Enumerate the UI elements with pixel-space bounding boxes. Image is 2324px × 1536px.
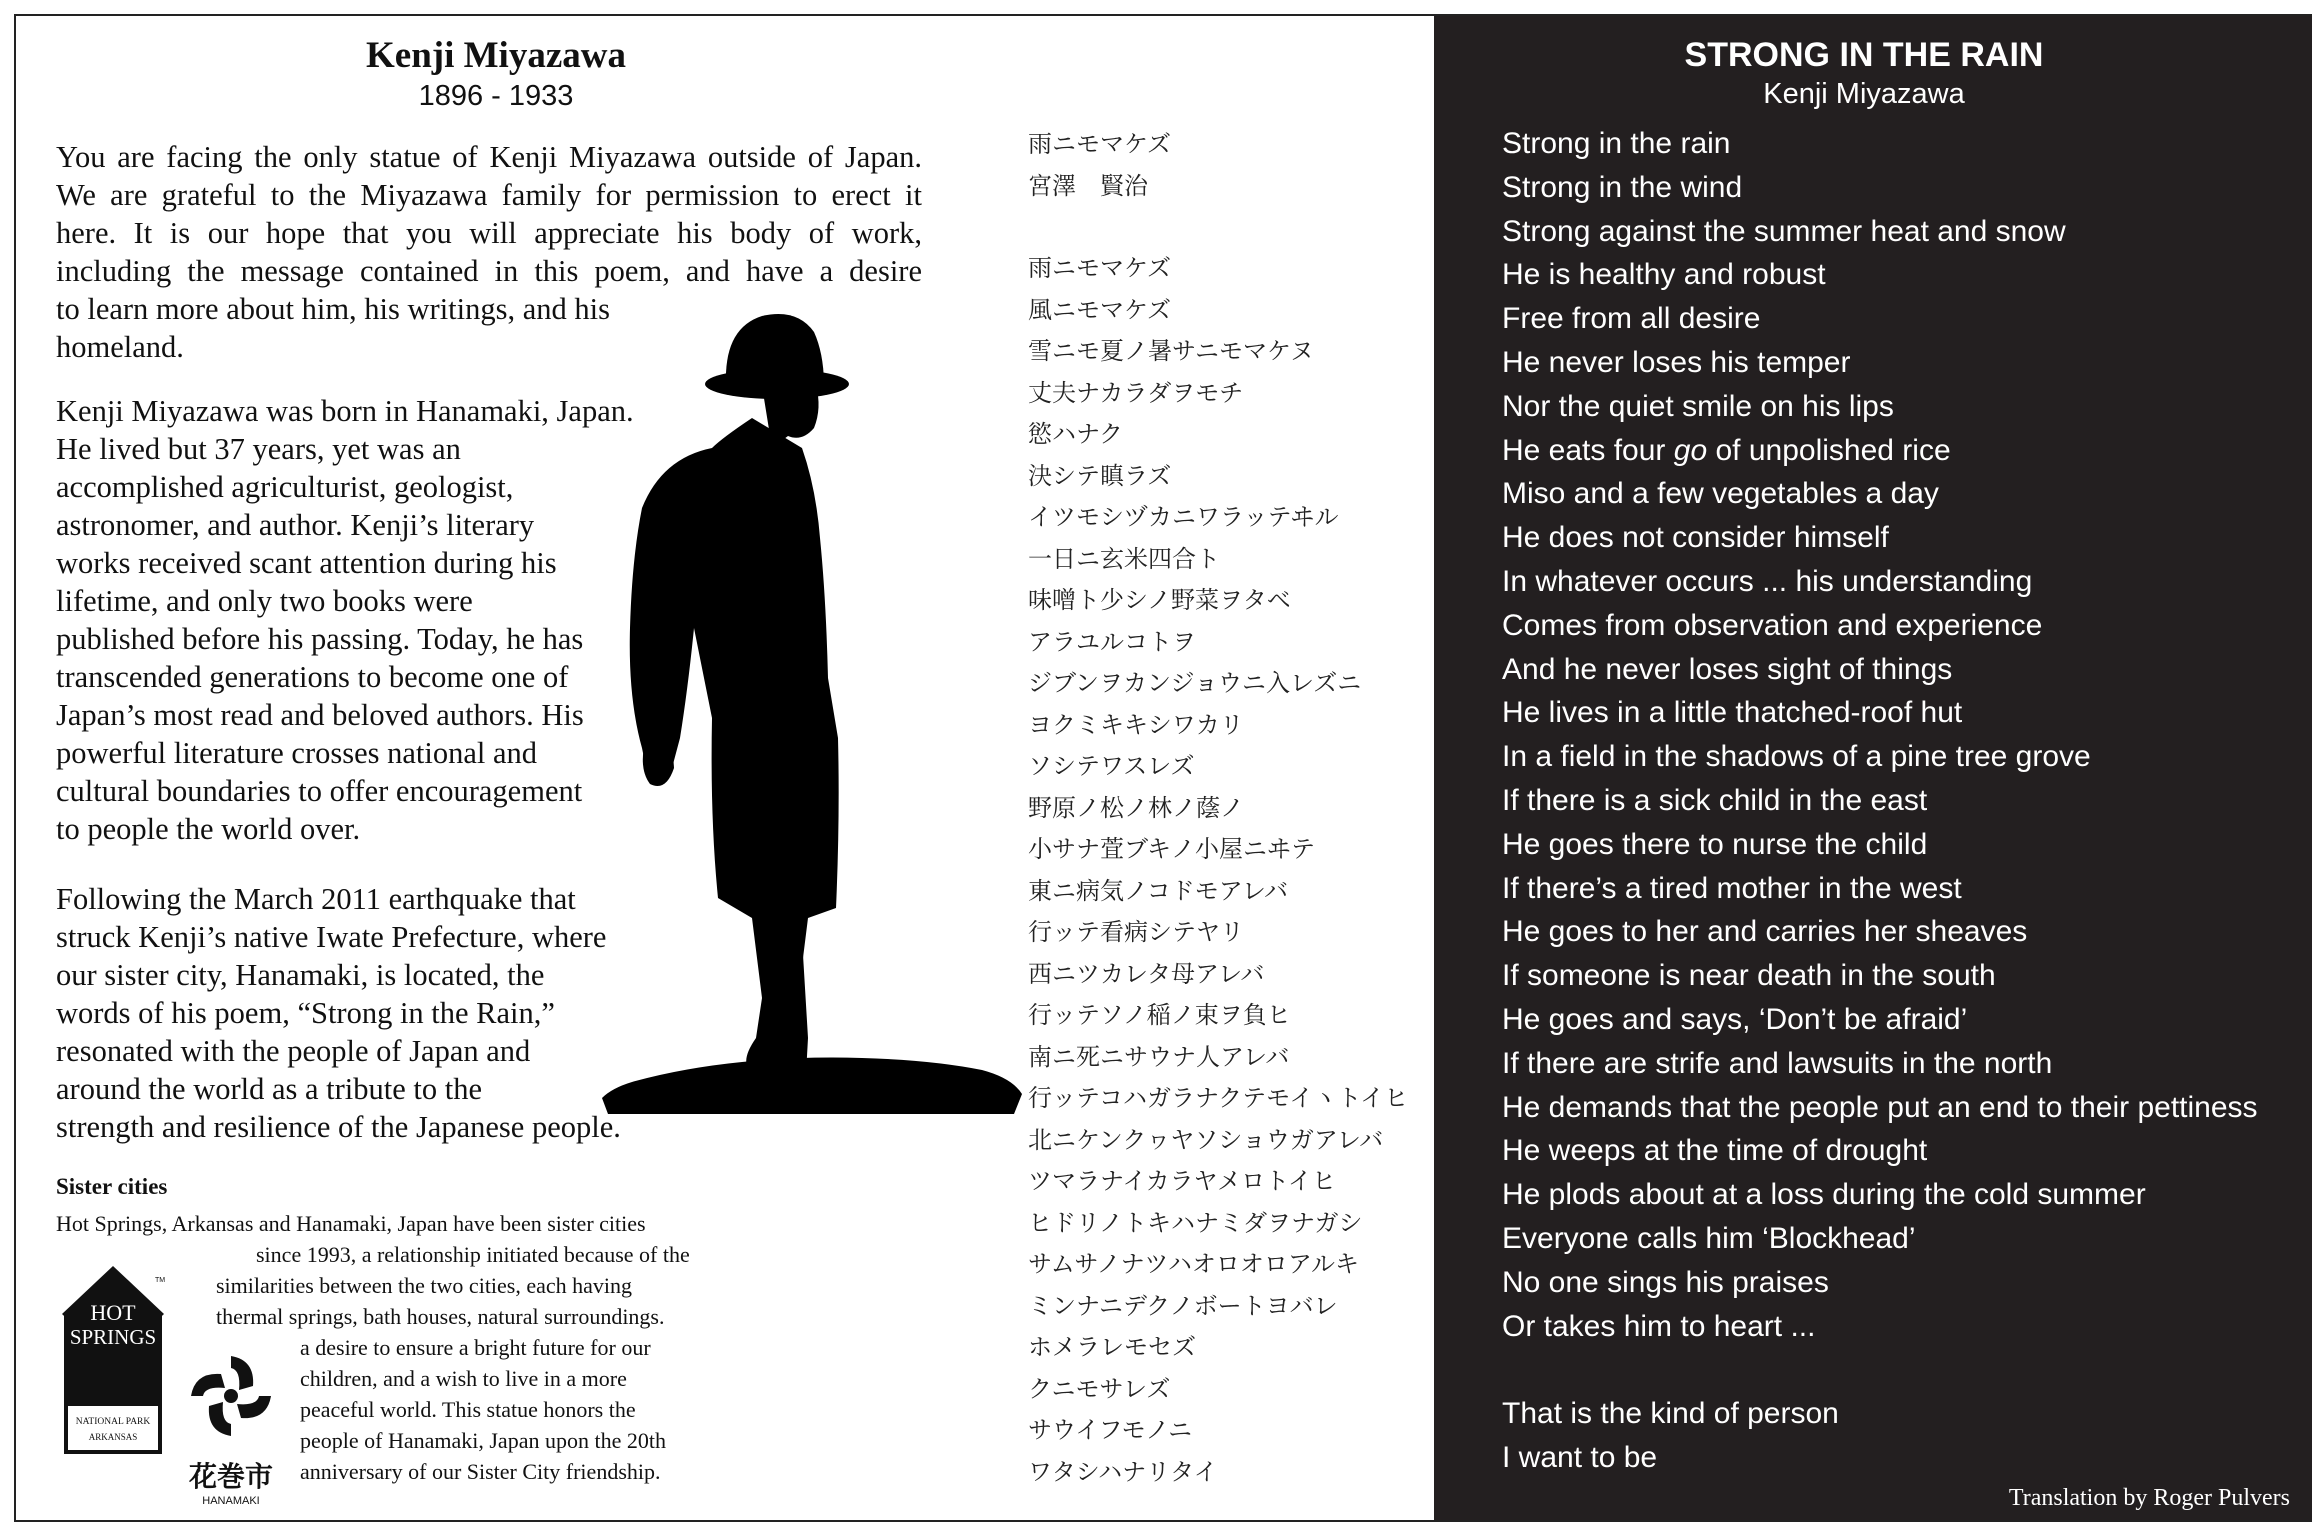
intro-line: to learn more about him, his writings, and his <box>56 292 611 326</box>
poem-line: He is healthy and robust <box>1502 258 1826 292</box>
poem-line: No one sings his praises <box>1502 1265 1829 1299</box>
jp-poem-title: 雨ニモマケズ <box>1028 130 1172 158</box>
poem-line: Free from all desire <box>1502 302 1761 336</box>
earthquake-line: strength and resilience of the Japanese people. <box>56 1110 621 1144</box>
sister-line: thermal springs, bath houses, natural surroundings. <box>216 1304 665 1329</box>
plaque-frame <box>14 14 2312 1522</box>
poem-lines <box>1502 122 2258 1480</box>
sister-line: similarities between the two cities, each having <box>216 1273 633 1298</box>
intro-line: You are facing the only statue of Kenji Miyazawa outside of Japan. <box>56 140 922 174</box>
bio-line: powerful literature crosses national and <box>56 736 538 770</box>
poem-line: He lives in a little thatched-roof hut <box>1502 696 1963 730</box>
sister-line: Hot Springs, Arkansas and Hanamaki, Japan have been sister cities <box>56 1211 646 1236</box>
lifespan: 1896 - 1933 <box>418 80 574 112</box>
poem-line: Miso and a few vegetables a day <box>1502 477 1939 511</box>
page-title: Kenji Miyazawa <box>366 35 626 76</box>
jp-poem-line: 雪ニモ夏ノ暑サニモマケヌ <box>1028 337 1314 365</box>
bio-line: astronomer, and author. Kenji’s literary <box>56 508 535 542</box>
poem-author: Kenji Miyazawa <box>1763 78 1965 110</box>
jp-poem-line: クニモサレズ <box>1028 1374 1171 1403</box>
bio-line: cultural boundaries to offer encouragement <box>56 774 583 808</box>
earthquake-line: Following the March 2011 earthquake that <box>56 882 576 916</box>
national-park-text: NATIONAL PARK <box>75 1417 151 1427</box>
intro-line: here. It is our hope that you will appreciate his body of work, <box>56 216 922 250</box>
hanamaki-logo <box>166 1350 296 1510</box>
poem-title: STRONG IN THE RAIN <box>1684 36 2044 74</box>
earthquake-line: our sister city, Hanamaki, is located, the <box>56 958 545 992</box>
poem-line: He goes there to nurse the child <box>1502 827 1928 861</box>
jp-poem-line: ホメラレモセズ <box>1028 1333 1196 1361</box>
jp-poem-line: サムサノナツハオロオロアルキ <box>1028 1250 1359 1278</box>
poem-line: If there’s a tired mother in the west <box>1502 871 1962 905</box>
bio-line: transcended generations to become one of <box>56 660 569 694</box>
earthquake-line: words of his poem, “Strong in the Rain,” <box>56 996 555 1030</box>
jp-poem-line: 丈夫ナカラダヲモチ <box>1028 378 1244 407</box>
bio-line: He lived but 37 years, yet was an <box>56 432 461 466</box>
jp-poem-line: 決シテ瞋ラズ <box>1028 461 1172 490</box>
jp-poem-line: 小サナ萓ブキノ小屋ニヰテ <box>1028 835 1316 863</box>
earthquake-paragraph <box>56 880 716 1146</box>
sister-line: children, and a wish to live in a more <box>300 1366 627 1391</box>
jp-poem-line: ツマラナイカラヤメロトイヒ <box>1028 1167 1336 1195</box>
earthquake-line: resonated with the people of Japan and <box>56 1034 531 1068</box>
poem-line <box>1502 1348 2258 1392</box>
jp-poem-line: 東ニ病気ノコドモアレバ <box>1028 876 1289 905</box>
jp-poem-line: 野原ノ松ノ林ノ蔭ノ <box>1028 793 1244 822</box>
jp-poem-line: ジブンヲカンジョウニ入レズニ <box>1028 669 1362 697</box>
intro-paragraph <box>56 138 922 366</box>
left-panel <box>16 16 1434 1520</box>
jp-poem-author: 宮澤 賢治 <box>1028 172 1148 200</box>
poem-line: He goes to her and carries her sheaves <box>1502 915 2028 949</box>
jp-poem-line: アラユルコトヲ <box>1028 627 1196 656</box>
poem-line: Strong against the summer heat and snow <box>1502 214 2066 248</box>
jp-poem-line: 行ッテ看病シテヤリ <box>1028 918 1244 946</box>
hanamaki-kanji: 花巻市 <box>188 1460 274 1493</box>
jp-poem-line: 味噌ト少シノ野菜ヲタベ <box>1028 586 1291 614</box>
bio-line: lifetime, and only two books were <box>56 584 473 618</box>
sister-cities-heading: Sister cities <box>56 1174 168 1199</box>
arkansas-text: ARKANSAS <box>88 1432 138 1442</box>
jp-poem-line: 風ニモマケズ <box>1028 295 1172 324</box>
jp-poem-line: 西ニツカレタ母アレバ <box>1028 959 1265 988</box>
poem-line: He goes and says, ‘Don’t be afraid’ <box>1502 1002 1968 1036</box>
poem-line: I want to be <box>1502 1440 1658 1474</box>
jp-poem-line: 雨ニモマケズ <box>1028 254 1172 282</box>
poem-line: If there are strife and lawsuits in the north <box>1502 1046 2053 1080</box>
springs-text: SPRINGS <box>69 1325 157 1349</box>
sister-line: a desire to ensure a bright future for our <box>300 1335 651 1360</box>
poem-line: Or takes him to heart ... <box>1502 1309 1816 1343</box>
bio-line: accomplished agriculturist, geologist, <box>56 470 514 504</box>
poem-line: That is the kind of person <box>1502 1397 1839 1431</box>
poem-line: In a field in the shadows of a pine tree grove <box>1502 740 2091 774</box>
intro-line: homeland. <box>56 330 184 364</box>
sister-line: peaceful world. This statue honors the <box>300 1397 636 1422</box>
jp-poem-line: 南ニ死ニサウナ人アレバ <box>1028 1042 1290 1071</box>
bio-line: Japan’s most read and beloved authors. His <box>56 698 584 732</box>
sister-line: anniversary of our Sister City friendship. <box>300 1459 661 1484</box>
poem-line: He eats four go of unpolished rice <box>1502 433 1951 467</box>
bio-paragraph <box>56 392 696 848</box>
bio-line: Kenji Miyazawa was born in Hanamaki, Japan. <box>56 394 634 428</box>
hot-text: HOT <box>90 1300 136 1325</box>
poem-line: He weeps at the time of drought <box>1502 1134 1928 1168</box>
jp-poem-line: ワタシハナリタイ <box>1028 1457 1218 1486</box>
jp-poem-line: ミンナニデクノボートヨバレ <box>1028 1291 1338 1320</box>
right-panel <box>1434 16 2312 1520</box>
poem-line: Nor the quiet smile on his lips <box>1502 389 1894 423</box>
jp-poem-line: 慾ハナク <box>1028 420 1124 448</box>
jp-poem-line: ヒドリノトキハナミダヲナガシ <box>1028 1208 1363 1237</box>
poem-line: He never loses his temper <box>1502 345 1851 379</box>
jp-poem-line: サウイフモノニ <box>1028 1416 1193 1444</box>
jp-poem-line: 一日ニ玄米四合ト <box>1028 544 1220 573</box>
poem-line: And he never loses sight of things <box>1502 652 1953 686</box>
jp-poem-line: 北ニケンクヮヤソショウガアレバ <box>1028 1125 1384 1154</box>
poem-line: He does not consider himself <box>1502 521 1889 555</box>
jp-poem-line: ヨクミキキシワカリ <box>1028 710 1244 739</box>
hot-springs-logo <box>58 1264 168 1460</box>
bio-line: published before his passing. Today, he has <box>56 622 584 656</box>
poem-line: He plods about at a loss during the cold summer <box>1502 1178 2146 1212</box>
sister-line: since 1993, a relationship initiated because of the <box>256 1242 690 1267</box>
jp-poem-line: 行ッテソノ稲ノ束ヲ負ヒ <box>1028 1001 1291 1029</box>
bio-line: works received scant attention during his <box>56 546 557 580</box>
translation-credit: Translation by Roger Pulvers <box>2008 1485 2290 1511</box>
intro-line: We are grateful to the Miyazawa family for permission to erect it <box>56 178 922 212</box>
earthquake-line: around the world as a tribute to the <box>56 1072 483 1106</box>
earthquake-line: struck Kenji’s native Iwate Prefecture, where <box>56 920 607 954</box>
trademark-text: TM <box>154 1277 166 1284</box>
bio-line: to people the world over. <box>56 812 361 846</box>
poem-line: If there is a sick child in the east <box>1502 783 1928 817</box>
poem-line: Comes from observation and experience <box>1502 608 2043 642</box>
poem-line: He demands that the people put an end to their pettiness <box>1502 1090 2258 1124</box>
poem-line: If someone is near death in the south <box>1502 959 1996 993</box>
poem-line: Strong in the wind <box>1502 170 1743 204</box>
intro-line: including the message contained in this poem, and have a desire <box>56 254 922 288</box>
poem-line: In whatever occurs ... his understanding <box>1502 564 2033 598</box>
poem-line: Strong in the rain <box>1502 127 1731 160</box>
jp-poem-line: ソシテワスレズ <box>1028 752 1195 780</box>
poem-line: Everyone calls him ‘Blockhead’ <box>1502 1221 1916 1255</box>
hanamaki-label: HANAMAKI <box>202 1495 260 1507</box>
jp-poem-line: 行ッテコハガラナクテモイヽトイヒ <box>1028 1084 1409 1112</box>
sister-line: people of Hanamaki, Japan upon the 20th <box>300 1428 666 1453</box>
jp-poem-line: イツモシヅカニワラッテヰル <box>1028 503 1339 531</box>
